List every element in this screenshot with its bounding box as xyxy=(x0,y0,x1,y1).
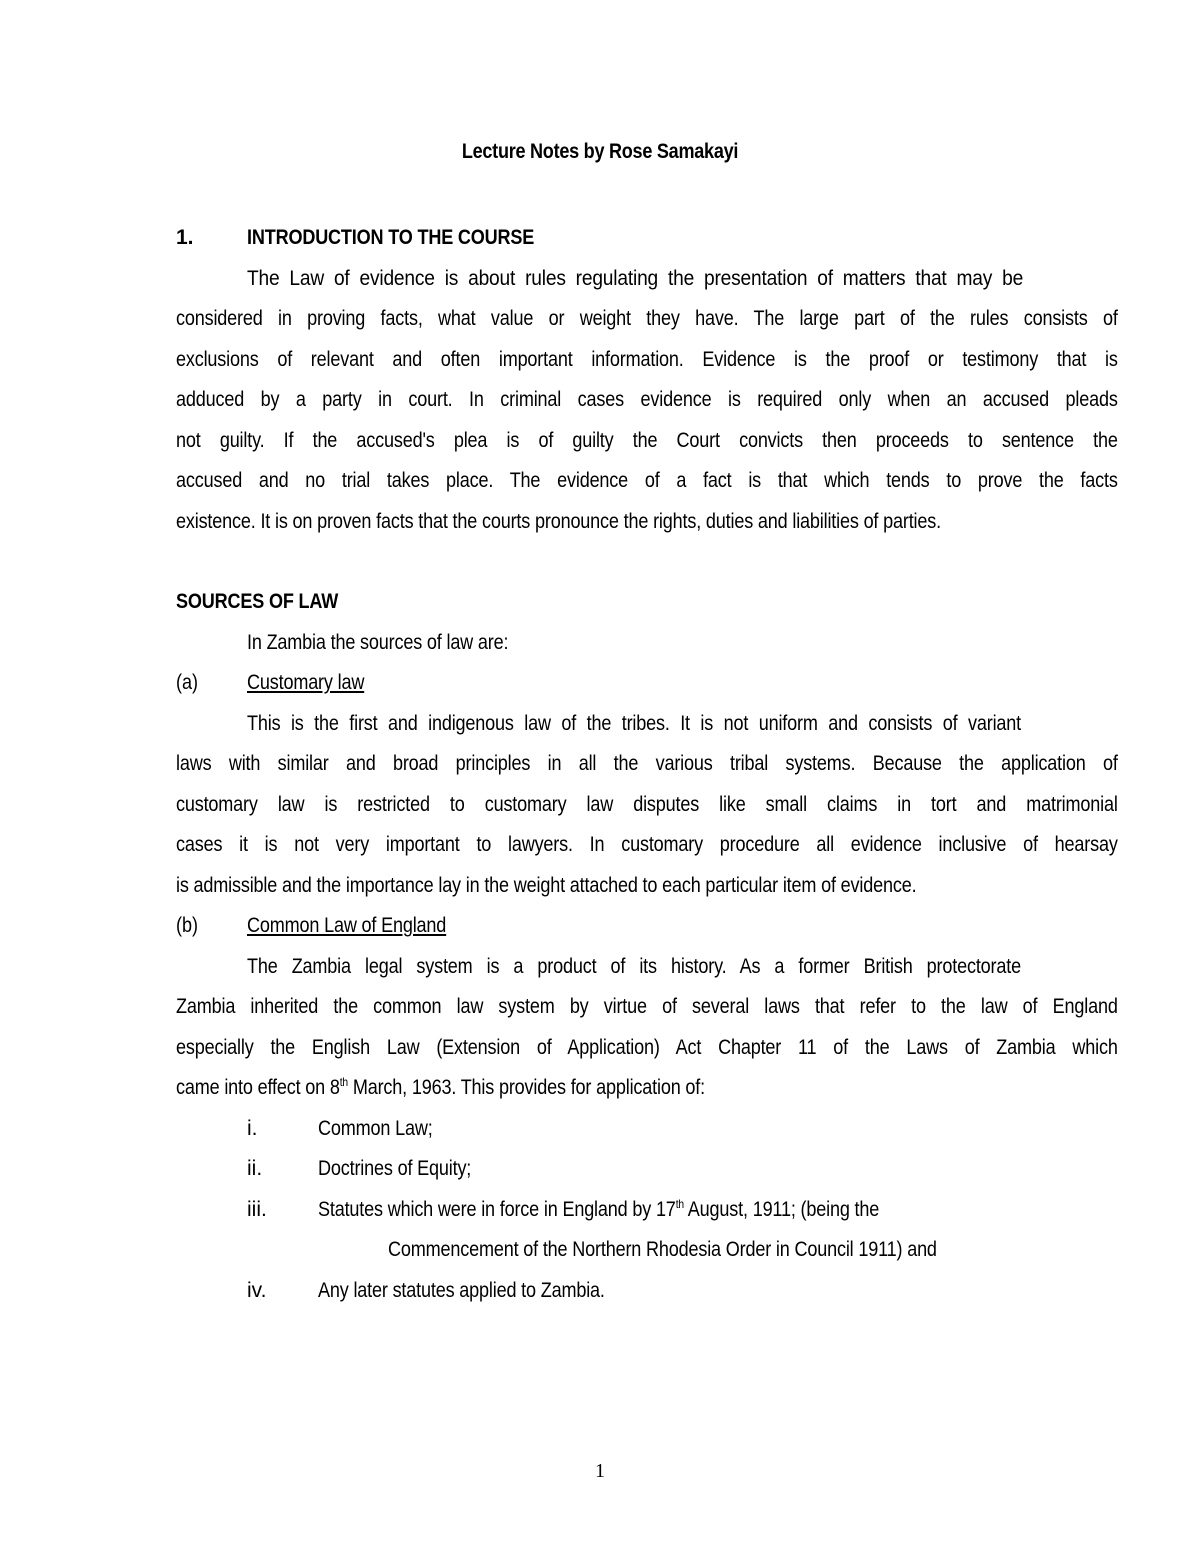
list-number: iii. xyxy=(247,1198,267,1221)
paragraph-line: laws with similar and broad principles in all the various tribal systems. Because the application of xyxy=(176,752,1118,775)
list-number: i. xyxy=(247,1117,258,1140)
item-label-b: (b) xyxy=(176,914,199,937)
document-title: Lecture Notes by Rose Samakayi xyxy=(461,140,739,163)
paragraph-line: considered in proving facts, what value or weight they have. The large part of the rules consists of xyxy=(176,307,1118,330)
list-item: Any later statutes applied to Zambia. xyxy=(318,1279,605,1302)
list-number: iv. xyxy=(247,1279,267,1302)
list-number: ii. xyxy=(247,1157,263,1180)
list-item-continuation: Commencement of the Northern Rhodesia Order in Council 1911) and xyxy=(388,1238,937,1261)
item-title-common-law: Common Law of England xyxy=(247,914,447,937)
paragraph-line: especially the English Law (Extension of Application) Act Chapter 11 of the Laws of Zambia which xyxy=(176,1036,1118,1059)
paragraph-line: came into effect on 8th March, 1963. This provides for application of: xyxy=(176,1075,705,1099)
item-label-a: (a) xyxy=(176,671,199,694)
paragraph-line: Zambia inherited the common law system by virtue of several laws that refer to the law of England xyxy=(176,995,1118,1018)
list-item: Statutes which were in force in England by 17th August, 1911; (being the xyxy=(318,1197,880,1221)
paragraph-line: adduced by a party in court. In criminal cases evidence is required only when an accused pleads xyxy=(176,388,1118,411)
paragraph-line: not guilty. If the accused's plea is of guilty the Court convicts then proceeds to sentence the xyxy=(176,429,1118,452)
paragraph-line: This is the first and indigenous law of the tribes. It is not uniform and consists of variant xyxy=(247,712,1021,735)
paragraph-line: The Zambia legal system is a product of its history. As a former British protectorate xyxy=(247,955,1021,978)
paragraph-line: exclusions of relevant and often important information. Evidence is the proof or testimony that is xyxy=(176,348,1118,371)
sources-intro: In Zambia the sources of law are: xyxy=(247,631,509,654)
section-number: 1. xyxy=(176,226,194,249)
sources-heading: SOURCES OF LAW xyxy=(176,590,339,613)
section-heading: INTRODUCTION TO THE COURSE xyxy=(247,226,535,249)
paragraph-line: The Law of evidence is about rules regulating the presentation of matters that may be xyxy=(247,267,1024,290)
paragraph-line: customary law is restricted to customary law disputes like small claims in tort and matrimonial xyxy=(176,793,1118,816)
paragraph-line: is admissible and the importance lay in the weight attached to each particular item of evidence. xyxy=(176,874,917,897)
item-title-customary-law: Customary law xyxy=(247,671,365,694)
paragraph-line: accused and no trial takes place. The evidence of a fact is that which tends to prove the facts xyxy=(176,469,1118,492)
list-item: Common Law; xyxy=(318,1117,433,1140)
paragraph-line: cases it is not very important to lawyers. In customary procedure all evidence inclusive of hearsay xyxy=(176,833,1118,856)
paragraph-line: existence. It is on proven facts that the courts pronounce the rights, duties and liabilities of parties. xyxy=(176,510,941,533)
list-item: Doctrines of Equity; xyxy=(318,1157,472,1180)
page-number: 1 xyxy=(595,1460,605,1482)
